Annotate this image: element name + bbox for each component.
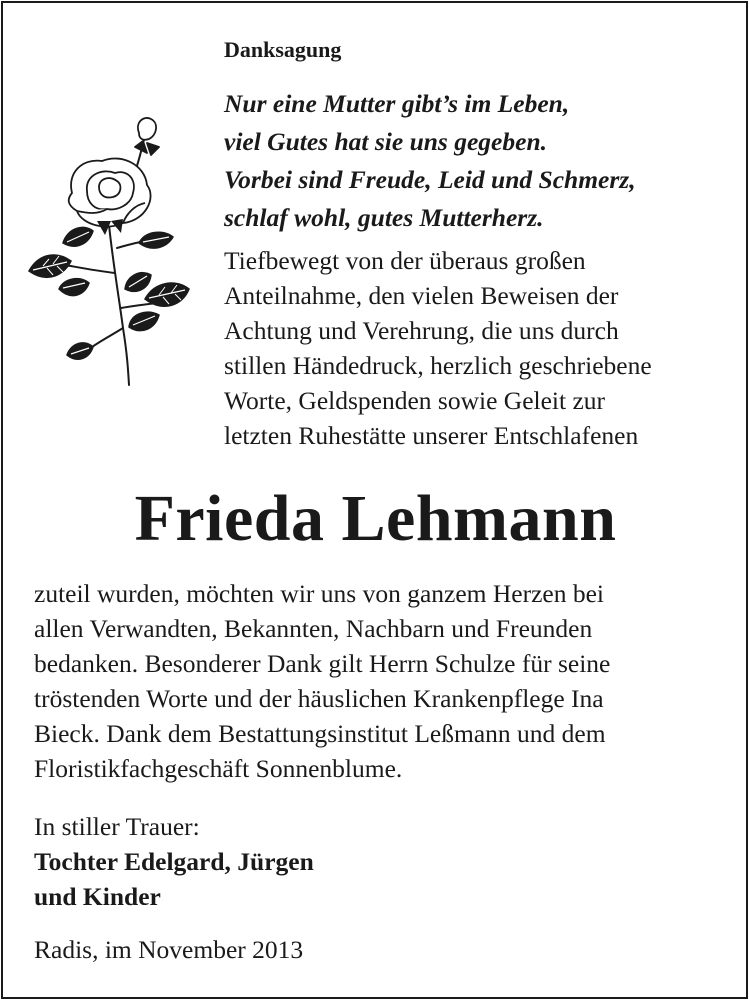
mourners-block — [34, 809, 314, 914]
deceased-name: Frieda Lehmann — [134, 482, 617, 555]
body-line: tröstenden Worte und der häuslichen Krankenpflege Ina — [34, 684, 604, 713]
mourner-name: und Kinder — [34, 882, 161, 911]
place-date: Radis, im November 2013 — [34, 935, 304, 964]
intro-line: stillen Händedruck, herzlich geschriebene — [224, 351, 652, 380]
body-line: bedanken. Besonderer Dank gilt Herrn Schulze für seine — [34, 649, 611, 678]
body-line: Bieck. Dank dem Bestattungsinstitut Leßmann und dem — [34, 719, 606, 748]
body-line: Floristikfachgeschäft Sonnenblume. — [34, 754, 403, 783]
body-line: zuteil wurden, möchten wir uns von ganzem Herzen bei — [34, 579, 605, 608]
intro-line: letzten Ruhestätte unserer Entschlafenen — [224, 421, 639, 450]
mourning-intro: In stiller Trauer: — [34, 812, 200, 841]
obituary-notice — [1, 1, 748, 999]
poem-line: viel Gutes hat sie uns gegeben. — [224, 127, 547, 156]
poem-line: schlaf wohl, gutes Mutterherz. — [224, 203, 544, 232]
body-line: allen Verwandten, Bekannten, Nachbarn und Freunden — [34, 614, 593, 643]
mourner-name: Tochter Edelgard, Jürgen — [34, 847, 314, 876]
intro-paragraph — [224, 243, 652, 453]
notice-heading: Danksagung — [224, 37, 342, 62]
rose-icon — [27, 113, 192, 388]
intro-line: Anteilnahme, den vielen Beweisen der — [224, 281, 619, 310]
poem-line: Vorbei sind Freude, Leid und Schmerz, — [224, 165, 636, 194]
memorial-poem — [224, 85, 636, 237]
poem-line: Nur eine Mutter gibt’s im Leben, — [224, 89, 570, 118]
intro-line: Achtung und Verehrung, die uns durch — [224, 316, 619, 345]
intro-line: Worte, Geldspenden sowie Geleit zur — [224, 386, 606, 415]
intro-line: Tiefbewegt von der überaus großen — [224, 246, 586, 275]
thanks-paragraph — [34, 576, 610, 786]
